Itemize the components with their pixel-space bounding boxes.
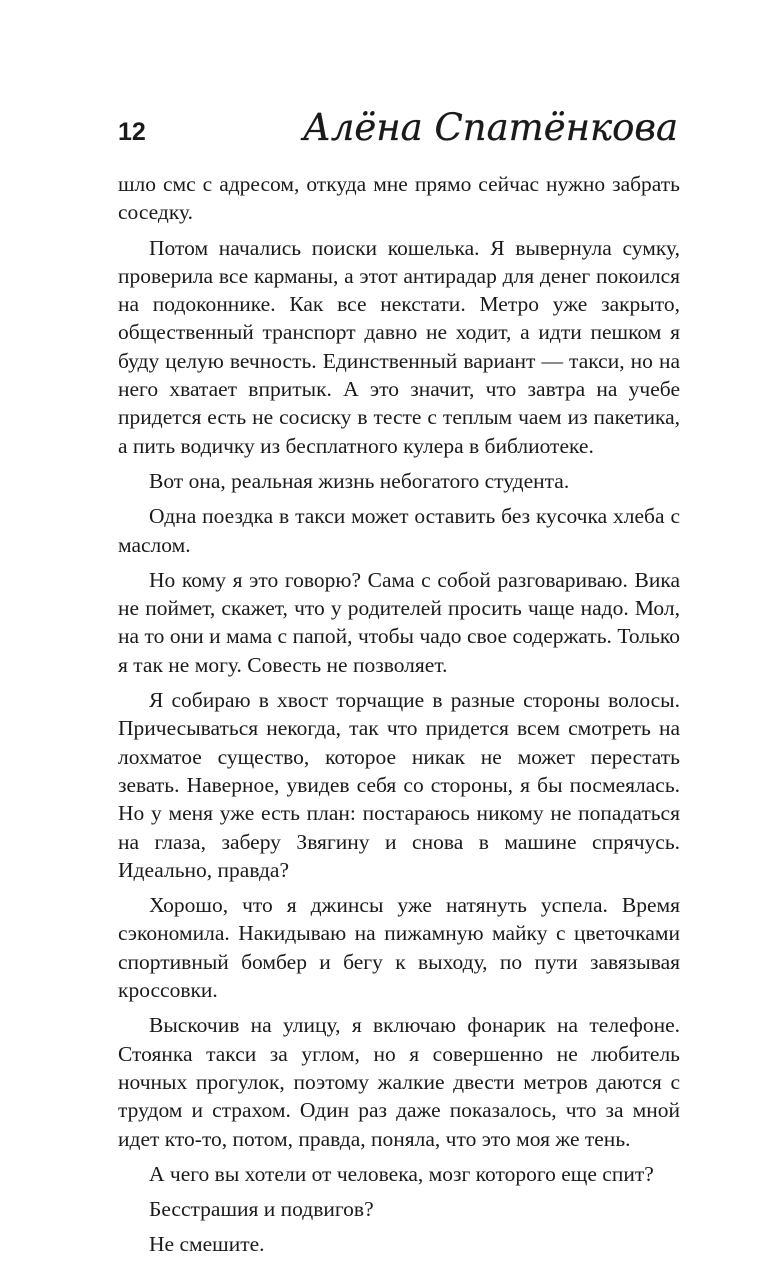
paragraph: Бесстрашия и подвигов?	[149, 1197, 374, 1222]
author-name-text: Алёна Спатёнкова	[302, 106, 678, 149]
paragraph: Вот она, реальная жизнь небогатого студента.	[149, 468, 570, 493]
paragraph: Одна поездка в такси может оставить без кусочка хлеба с маслом.	[118, 504, 680, 557]
page-number: 12	[118, 118, 146, 146]
paragraph: Но кому я это говорю? Сама с собой разговариваю. Вика не поймет, скажет, что у родителей просить чаще надо. Мол, на то они и мама с папой, чтобы чадо свое содержать. Только я так не могу. Совесть не позволяет.	[118, 567, 680, 677]
paragraph: Выскочив на улицу, я включаю фонарик на телефоне. Стоянка такси за углом, но я совершенно не любитель ночных прогулок, поэтому жалкие двести метров даются с трудом и страхом. Один раз даже показалось, что за мной идет кто-то, потом, правда, поняла, что это моя же тень.	[118, 1013, 680, 1151]
body-text	[118, 170, 680, 1266]
paragraph: Хорошо, что я джинсы уже натянуть успела. Время сэкономила. Накидываю на пижамную майку с цветочками спортивный бомбер и бегу к выходу, по пути завязывая кроссовки.	[118, 893, 680, 1003]
paragraph: А чего вы хотели от человека, мозг которого еще спит?	[149, 1161, 654, 1186]
author-name-script	[302, 100, 680, 156]
running-header	[118, 100, 680, 160]
paragraph: Потом начались поиски кошелька. Я вывернула сумку, проверила все карманы, а этот антирадар для денег покоился на подоконнике. Как все некстати. Метро уже закрыто, общественный транспорт давно не ходит, а идти пешком я буду целую вечность. Единственный вариант — такси, но на него хватает впритык. А это значит, что завтра на учебе придется есть не сосиску в тесте с теплым чаем из пакетика, а пить водичку из бесплатного кулера в библиотеке.	[118, 235, 680, 458]
paragraph: шло смс с адресом, откуда мне прямо сейчас нужно забрать соседку.	[118, 172, 680, 225]
paragraph: Я собираю в хвост торчащие в разные стороны волосы. Причесываться некогда, так что придется всем смотреть на лохматое существо, которое никак не может перестать зевать. Наверное, увидев себя со стороны, я бы посмеялась. Но у меня уже есть план: постараюсь никому не попадаться на глаза, заберу Звягину и снова в машине спрячусь. Идеально, правда?	[118, 688, 680, 882]
paragraph: Не смешите.	[149, 1232, 265, 1257]
author-signature	[302, 100, 680, 156]
